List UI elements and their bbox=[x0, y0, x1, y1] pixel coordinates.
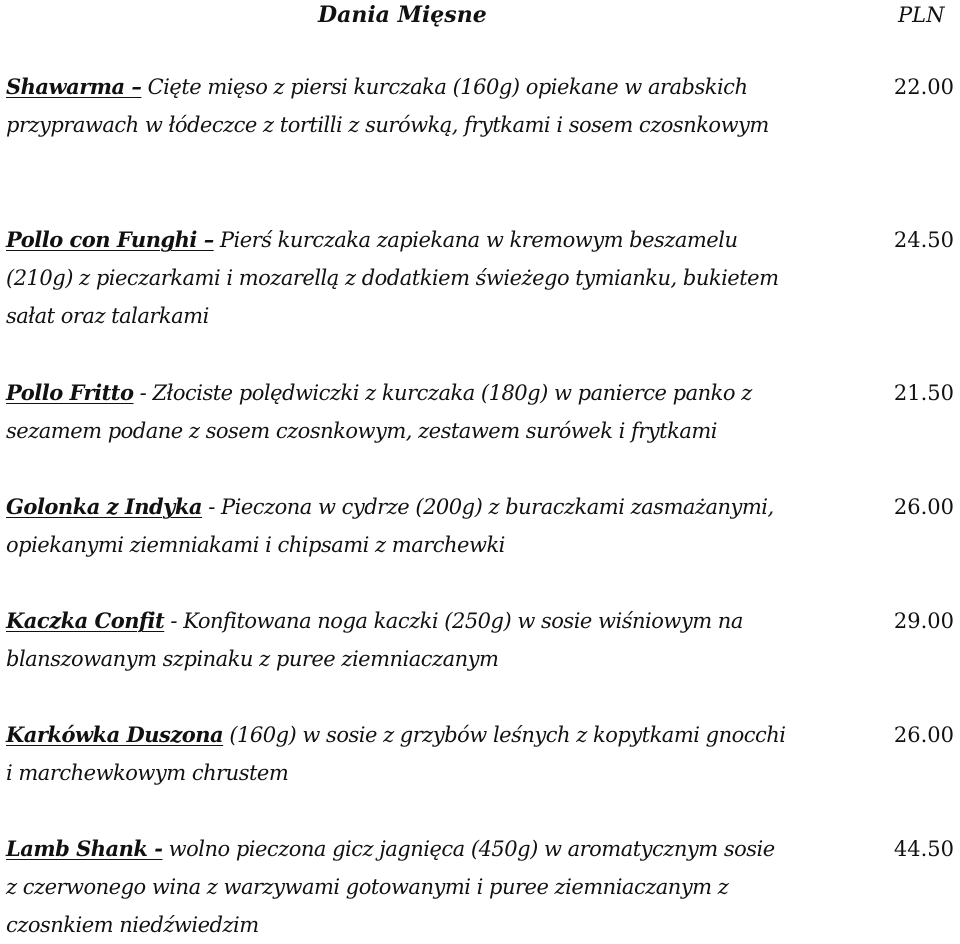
menu-item-name: Shawarma – bbox=[6, 74, 142, 99]
section-title: Dania Mięsne bbox=[318, 2, 487, 28]
menu-item-lamb-shank bbox=[6, 830, 954, 944]
menu-item-pollo-fritto bbox=[6, 374, 954, 450]
menu-item-price: 24.50 bbox=[893, 228, 954, 252]
menu-item-description: (160g) w sosie z grzybów leśnych z kopytkami gnocchi i marchewkowym chrustem bbox=[6, 723, 786, 785]
menu-item-text bbox=[6, 602, 786, 678]
menu-item-name: Lamb Shank - bbox=[6, 836, 163, 861]
menu-item-shawarma bbox=[6, 68, 954, 144]
menu-item-price: 44.50 bbox=[893, 837, 954, 861]
menu-item-description: wolno pieczona gicz jagnięca (450g) w aromatycznym sosie z czerwonego wina z warzywami gotowanymi i puree ziemniaczanym z czosnkiem niedźwiedzim bbox=[6, 837, 775, 937]
menu-item-description: - Złociste polędwiczki z kurczaka (180g) w panierce panko z sezamem podane z sosem czosnkowym, zestawem surówek i frytkami bbox=[6, 381, 752, 443]
menu-item-golonka-z-indyka bbox=[6, 488, 954, 564]
menu-item-name: Pollo con Funghi – bbox=[6, 227, 214, 252]
menu-item-name: Karkówka Duszona bbox=[6, 722, 224, 747]
menu-item-price: 29.00 bbox=[893, 609, 954, 633]
menu-item-description: - Konfitowana noga kaczki (250g) w sosie wiśniowym na blanszowanym szpinaku z puree ziemniaczanym bbox=[6, 609, 743, 671]
menu-item-text bbox=[6, 830, 786, 944]
menu-item-name: Golonka z Indyka bbox=[6, 494, 203, 519]
currency-label: PLN bbox=[898, 3, 945, 27]
menu-item-kaczka-confit bbox=[6, 602, 954, 678]
menu-item-text bbox=[6, 221, 786, 335]
menu-item-price: 26.00 bbox=[893, 723, 954, 747]
menu-item-text bbox=[6, 374, 786, 450]
menu-item-description: Pierś kurczaka zapiekana w kremowym beszamelu (210g) z pieczarkami i mozarellą z dodatkiem świeżego tymianku, bukietem sałat oraz talarkami bbox=[6, 228, 779, 328]
menu-item-text bbox=[6, 488, 786, 564]
menu-item-description: - Pieczona w cydrze (200g) z buraczkami zasmażanymi, opiekanymi ziemniakami i chipsami z marchewki bbox=[6, 495, 774, 557]
menu-item-text bbox=[6, 716, 786, 792]
menu-item-price: 21.50 bbox=[893, 381, 954, 405]
menu-item-price: 26.00 bbox=[893, 495, 954, 519]
menu-item-name: Kaczka Confit bbox=[6, 608, 165, 633]
menu-item-karkowka-duszona bbox=[6, 716, 954, 792]
menu-item-text bbox=[6, 68, 786, 144]
menu-item-price: 22.00 bbox=[893, 75, 954, 99]
menu-item-name: Pollo Fritto bbox=[6, 380, 134, 405]
menu-item-pollo-con-funghi bbox=[6, 221, 954, 335]
menu-item-description: Cięte mięso z piersi kurczaka (160g) opiekane w arabskich przyprawach w łódeczce z tortilli z surówką, frytkami i sosem czosnkowym bbox=[6, 75, 769, 137]
